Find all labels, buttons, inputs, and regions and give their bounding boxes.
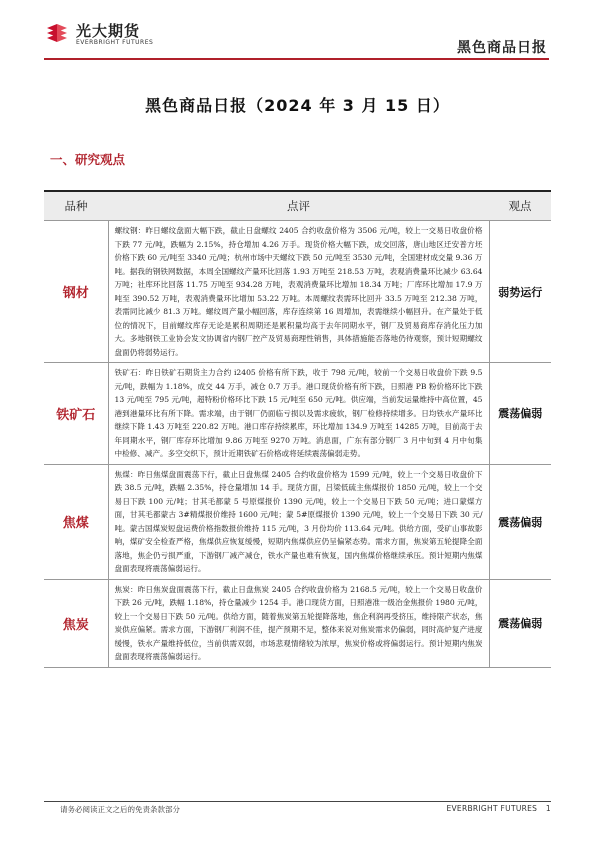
row-view: 震荡偏弱: [489, 363, 551, 465]
row-view: 弱势运行: [489, 221, 551, 363]
row-category: 焦炭: [44, 579, 108, 667]
logo-name-en: EVERBRIGHT FUTURES: [76, 39, 154, 46]
row-view: 震荡偏弱: [489, 579, 551, 667]
logo-mark-icon: [44, 22, 70, 48]
page-header: [0, 0, 595, 62]
col-header-category: 品种: [44, 191, 108, 221]
col-header-comment: 点评: [108, 191, 489, 221]
page-number: 1: [545, 804, 551, 813]
commentary-table: [44, 190, 551, 668]
table-header-row: [44, 191, 551, 221]
row-category: 焦煤: [44, 464, 108, 579]
page-title: 黑色商品日报（2024 年 3 月 15 日）: [145, 96, 450, 115]
footer-brand: [446, 804, 551, 813]
row-comment: 焦炭：昨日焦炭盘面震荡下行，截止日盘焦炭 2405 合约收盘价格为 2168.5 元/吨，较上一个交易日收盘价下跌 26 元/吨，跌幅 1.18%，持仓量减少 1254 手。港口现货方面，日照港准一级冶金焦报价 1980 元/吨，较上一个交易日下跌 50 元/吨。供给方面，随着焦炭第五轮提降落地，焦企利润再受挤压，维持限产状态，焦炭供应偏紧。需求方面，下游钢厂利润不佳，提产预期不足，整体来说对焦炭需求仍偏弱，同时高炉复产进度缓慢，铁水产量维持低位，当前供需双弱，市场悲观情绪较为浓厚，焦炭价格或将偏弱运行。预计短期内焦炭盘面表现将震荡偏弱运行。: [108, 579, 489, 667]
logo: [44, 22, 153, 48]
header-report-label: 黑色商品日报: [457, 40, 547, 56]
footer-disclaimer: 请务必阅读正文之后的免责条款部分: [60, 805, 180, 814]
table-row: [44, 464, 551, 579]
footer-divider: [44, 801, 551, 802]
row-view: 震荡偏弱: [489, 464, 551, 579]
header-divider: [44, 58, 549, 60]
table-row: [44, 363, 551, 465]
col-header-view: 观点: [489, 191, 551, 221]
row-category: 钢材: [44, 221, 108, 363]
table-row: [44, 221, 551, 363]
row-comment: 焦煤：昨日焦煤盘面震荡下行，截止日盘焦煤 2405 合约收盘价格为 1599 元/吨，较上一个交易日收盘价下跌 38.5 元/吨，跌幅 2.35%，持仓量增加 14 手。现货方面，吕梁低硫主焦煤报价 1850 元/吨，较上一个交易日下跌 100 元/吨；甘其毛都蒙 5 号原煤报价 1390 元/吨，较上一个交易日下跌 50 元/吨；进口蒙煤方面，甘其毛都蒙古 3#精煤报价维持 1600 元/吨；蒙 5#原煤报价 1390 元/吨，较上一个交易日下跌 30 元/吨。蒙古国煤炭短盘运费价格指数报价维持 115 元/吨，3 月份均价 113.64 元/吨。供给方面，受矿山事故影响，煤矿安全检查严格，焦煤供应恢复缓慢，短期内焦煤供应仍呈偏紧态势。需求方面，焦炭第五轮提降全面落地，焦企仍亏损严重，下游钢厂减产减仓，铁水产量也难有恢复，国内焦煤价格继续承压。预计短期内焦煤盘面表现将震荡偏弱运行。: [108, 464, 489, 579]
row-comment: 铁矿石：昨日铁矿石期货主力合约 i2405 价格有所下跌，收于 798 元/吨，较前一个交易日收盘价下跌 9.5 元/吨，跌幅为 1.18%，成交 44 万手，减仓 0.7 万手。港口现货价格有所下跌，日照港 PB 粉价格环比下跌 13 元/吨至 795 元/吨，超特粉价格环比下跌 15 元/吨至 650 元/吨。供应端，当前发运量维持中高位置，45 港到港量环比有所下降。需求端，由于钢厂仍面临亏损以及需求疲软，钢厂检修持续增多。日均铁水产量环比继续下降 1.43 万吨至 220.82 万吨。港口库存持续累库，环比增加 134.9 万吨至 14285 万吨，目前高于去年同期水平，钢厂库存环比增加 9.86 万吨至 9270 万吨。消息面，广东有部分钢厂 3 月中旬到 4 月中旬集中检修、减产。多空交织下，预计近期铁矿石价格或将延续震荡偏弱走势。: [108, 363, 489, 465]
row-comment: 螺纹钢：昨日螺纹盘面大幅下跌，截止日盘螺纹 2405 合约收盘价格为 3506 元/吨，较上一交易日收盘价格下跌 77 元/吨，跌幅为 2.15%，持仓增加 4.26 万手。现货价格大幅下跌，成交回落，唐山地区迁安普方坯价格下跌 60 元/吨至 3340 元/吨；杭州市场中天螺纹下跌 50 元/吨至 3530 元/吨，全国建材成交量 9.36 万吨。据我的钢铁网数据，本周全国螺纹产量环比回落 1.93 万吨至 218.53 万吨，表观消费量环比减少 63.64 万吨；社库环比回落 11.75 万吨至 934.28 万吨，表观消费量环比增加 18.34 万吨；厂库环比增加 17.9 万吨至 390.52 万吨，表观消费量环比增加 53.22 万吨。本周螺纹表需环比回升 33.5 万吨至 212.38 万吨，表需同比减少 81.3 万吨。螺纹周产量小幅回落，库存连续第 16 周增加，表需继续小幅回升。在产量处于低位的情况下，目前螺纹库存无论是累积周期还是累积量均高于去年同期水平，钢厂及贸易商库存消化压力加大。多地钢铁工业协会发文协调省内钢厂控产及贸易商理性销售，具体措施能否落地仍待观察，预计短期螺纹盘面仍将弱势运行。: [108, 221, 489, 363]
logo-name-cn: 光大期货: [76, 22, 141, 40]
table-row: [44, 579, 551, 667]
footer-brand-name: EVERBRIGHT FUTURES: [446, 804, 538, 813]
row-category: 铁矿石: [44, 363, 108, 465]
section-heading: 一、研究观点: [50, 152, 126, 167]
